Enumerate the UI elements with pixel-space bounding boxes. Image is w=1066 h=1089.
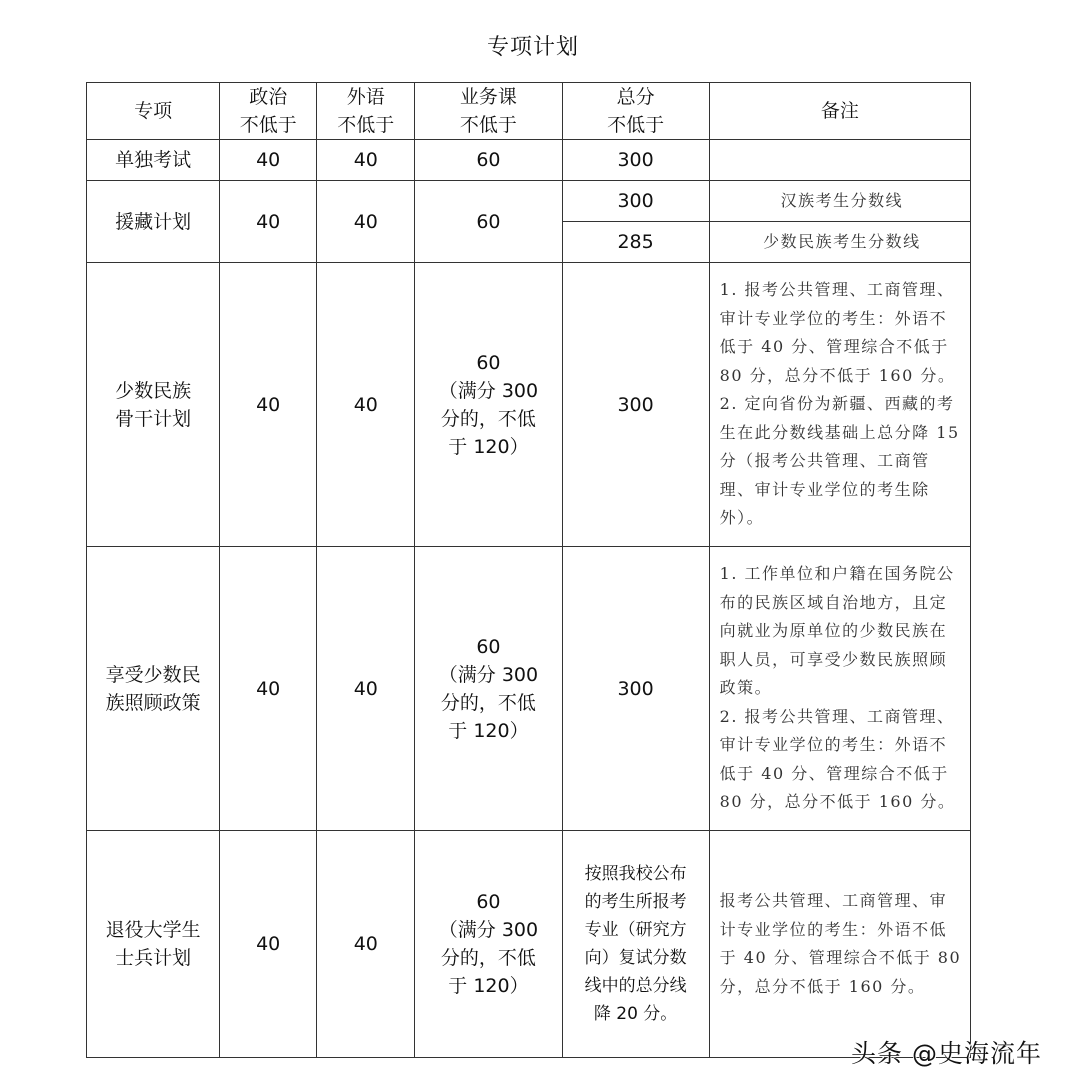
row-major	[415, 831, 562, 1058]
row-language: 40	[317, 831, 415, 1058]
row-total: 300	[562, 140, 709, 181]
header-total	[562, 83, 709, 140]
name-line: 骨干计划	[115, 407, 192, 430]
major-line: 分的，不低	[440, 407, 536, 430]
row-major: 60	[415, 181, 562, 263]
remark-item: 报考公共管理、工商管理、审计专业学位的考生：外语不低于 40 分、管理综合不低于 80 分，总分不低于 160 分。	[719, 891, 962, 996]
row-language: 40	[317, 140, 415, 181]
row-total: 300	[562, 181, 709, 222]
name-line: 士兵计划	[115, 947, 192, 969]
special-plan-table	[86, 82, 971, 1058]
total-line: 降 20 分。	[593, 1004, 678, 1024]
remark-item: 1. 报考公共管理、工商管理、审计专业学位的考生：外语不低于 40 分、管理综合不低于 80 分，总分不低于 160 分。	[719, 280, 956, 385]
row-politics: 40	[220, 263, 317, 547]
header-line: 不低于	[607, 114, 665, 136]
row-name: 援藏计划	[87, 181, 220, 263]
major-line: （满分 300	[438, 663, 539, 686]
major-line: 60	[476, 351, 501, 374]
header-line: 不低于	[239, 114, 297, 136]
major-line: 于 120）	[448, 975, 529, 997]
row-major: 60	[415, 140, 562, 181]
row-politics: 40	[220, 181, 317, 263]
row-major	[415, 263, 562, 547]
row-remarks	[709, 263, 970, 547]
total-line: 向）复试分数	[584, 948, 687, 968]
row-total	[562, 831, 709, 1058]
row-total: 300	[562, 263, 709, 547]
major-line: 60	[476, 891, 501, 913]
watermark: 头条 @史海流年	[851, 1039, 1042, 1068]
major-line: 于 120）	[448, 435, 529, 458]
row-name	[87, 547, 220, 831]
row-major	[415, 547, 562, 831]
total-line: 线中的总分线	[584, 976, 687, 996]
header-line: 业务课	[459, 86, 517, 108]
row-remarks	[709, 547, 970, 831]
header-line: 不低于	[459, 114, 517, 136]
header-language	[317, 83, 415, 140]
total-line: 专业（研究方	[584, 920, 687, 940]
row-politics: 40	[220, 547, 317, 831]
table-row	[87, 831, 971, 1058]
row-remarks	[709, 140, 970, 181]
row-name: 单独考试	[87, 140, 220, 181]
major-line: 于 120）	[448, 719, 529, 742]
table-row	[87, 263, 971, 547]
row-remarks: 汉族考生分数线	[709, 181, 970, 222]
table-row	[87, 547, 971, 831]
header-major	[415, 83, 562, 140]
row-politics: 40	[220, 140, 317, 181]
header-politics	[220, 83, 317, 140]
name-line: 退役大学生	[105, 919, 201, 941]
row-name	[87, 263, 220, 547]
header-line: 政治	[249, 86, 288, 108]
row-language: 40	[317, 547, 415, 831]
row-total: 300	[562, 547, 709, 831]
header-line: 不低于	[337, 114, 395, 136]
row-language: 40	[317, 263, 415, 547]
name-line: 享受少数民	[105, 663, 201, 686]
major-line: 60	[476, 635, 501, 658]
name-line: 少数民族	[115, 379, 192, 402]
header-item: 专项	[87, 83, 220, 140]
header-remarks: 备注	[709, 83, 970, 140]
row-politics: 40	[220, 831, 317, 1058]
total-line: 的考生所报考	[584, 892, 687, 912]
major-line: 分的，不低	[440, 691, 536, 714]
row-language: 40	[317, 181, 415, 263]
major-line: （满分 300	[438, 379, 539, 402]
major-line: （满分 300	[438, 919, 539, 941]
header-row	[87, 83, 971, 140]
row-total: 285	[562, 222, 709, 263]
row-remarks	[709, 831, 970, 1058]
table-row	[87, 181, 971, 222]
row-remarks: 少数民族考生分数线	[709, 222, 970, 263]
total-line: 按照我校公布	[584, 864, 687, 884]
name-line: 族照顾政策	[105, 691, 201, 714]
header-line: 外语	[346, 86, 385, 108]
page-title: 专项计划	[486, 35, 579, 60]
remark-item: 2. 报考公共管理、工商管理、审计专业学位的考生：外语不低于 40 分、管理综合不低于 80 分，总分不低于 160 分。	[719, 706, 956, 812]
major-line: 分的，不低	[440, 947, 536, 969]
header-line: 总分	[616, 86, 655, 108]
row-name	[87, 831, 220, 1058]
remark-item: 2. 定向省份为新疆、西藏的考生在此分数线基础上总分降 15 分（报考公共管理、工商管理、审计专业学位的考生除外）。	[719, 394, 960, 528]
table-row	[87, 140, 971, 181]
remark-item: 1. 工作单位和户籍在国务院公布的民族区域自治地方，且定向就业为原单位的少数民族在职人员，可享受少数民族照顾政策。	[719, 564, 955, 698]
